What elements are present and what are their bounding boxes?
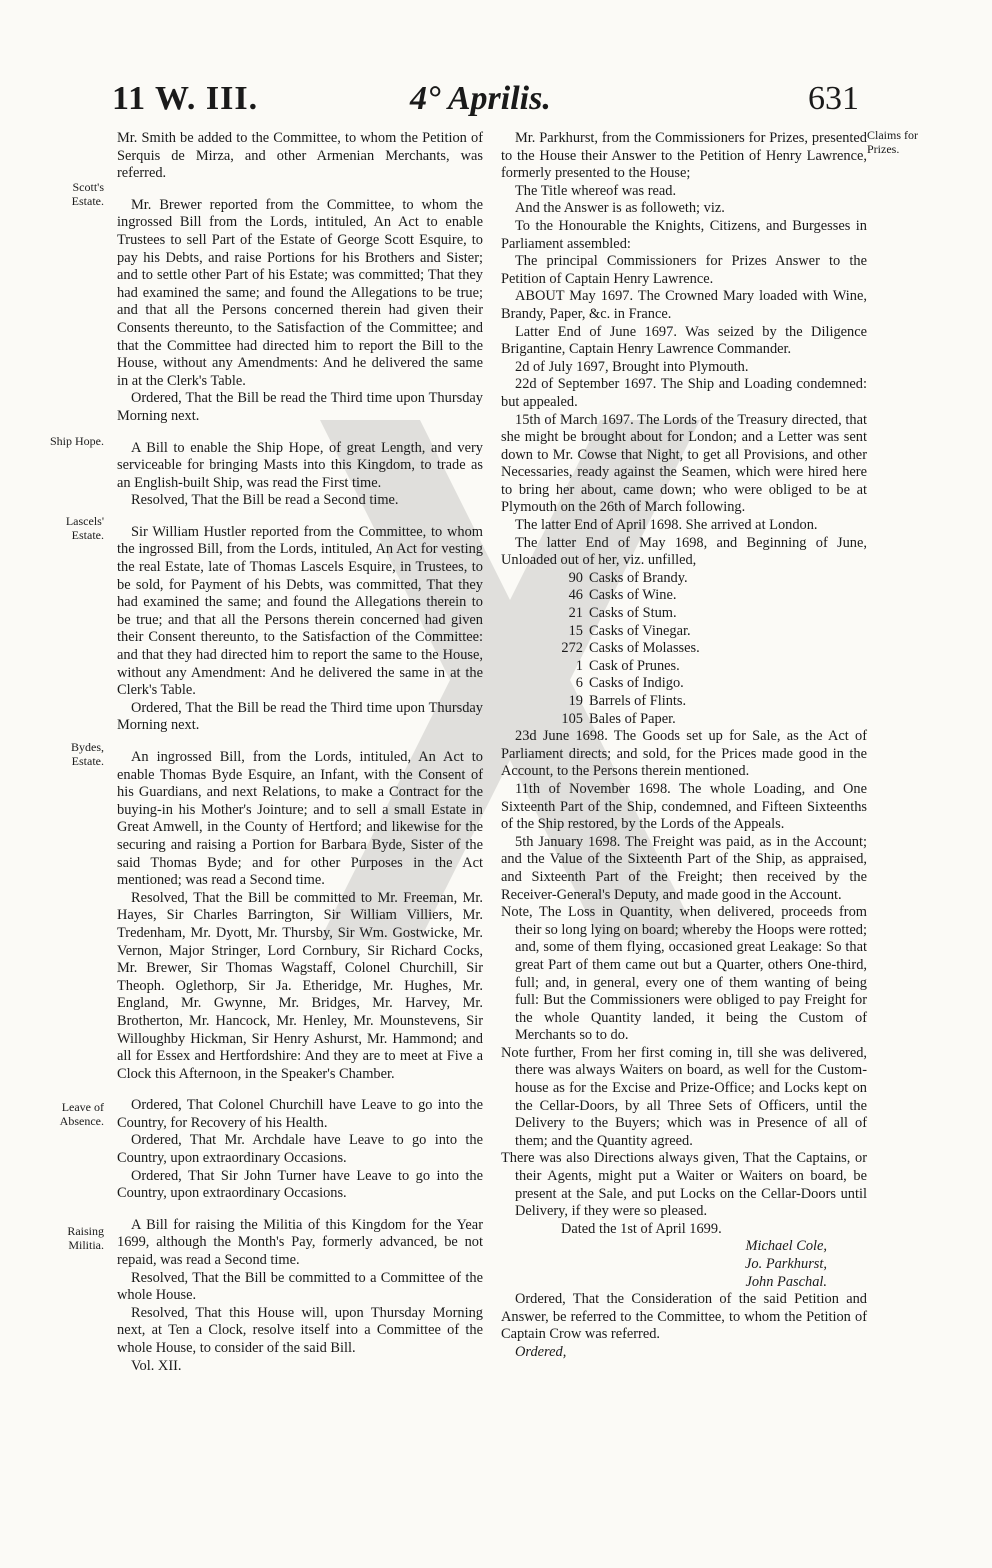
paragraph: 23d June 1698. The Goods set up for Sale, as the Act of Parliament directs; and sold, for the Prices made good in the Account, to the Persons therein mentioned. (501, 728, 867, 780)
paragraph: 11th of November 1698. The whole Loading, and One Sixteenth Part of the Ship, condemned, and Fifteen Sixteenths of the Ship restored, by the Lords of the Appeals. (501, 780, 867, 833)
list-item: 105 Bales of Paper. (561, 710, 676, 727)
page-number: 631 (808, 80, 859, 117)
paragraph: Sir William Hustler reported from the Committee, to whom the ingrossed Bill, from the Lords, intituled, An Act for vesting the real Estate, late of Thomas Lascels Esquire, in Trustees, to be sold, for Payment of his Debts, was committed, That they had examined the same; and found the Allegations therein to be true; and that all the Persons therein concerned had given their Consent thereunto, to the Satisfaction of the Committee: and that they had directed him to report the same to the House, without any Amendment: And he delivered the same in at the Clerk's Table. (117, 523, 483, 699)
list-item: 15 Casks of Vinegar. (568, 622, 691, 639)
paragraph: Ordered, That Colonel Churchill have Leave to go into the Country, for Recovery of his Health. (117, 1097, 483, 1131)
paragraph: 15th of March 1697. The Lords of the Treasury directed, that she might be brought about for London; and a Letter was sent down to Mr. Cowse that Night, to get all Provisions, and other Necessaries, ready against the Seamen, which were hired here to bring her about, came down; who were obliged to be at Plymouth on the 26th of March following. (501, 411, 867, 516)
margin-note-leave-of-absence: Leave of Absence. (59, 1100, 104, 1128)
margin-note-claims-for-prizes: Claims for Prizes. (867, 128, 918, 156)
cargo-list (501, 570, 867, 728)
left-column (117, 130, 483, 1375)
margin-note-ship-hope: Ship Hope. (50, 434, 104, 448)
paragraph: Mr. Smith be added to the Committee, to whom the Petition of Serquis de Mirza, and other Armenian Merchants, was referred. (117, 130, 483, 182)
volume-label: Vol. XII. (131, 1357, 182, 1374)
paragraph: Ordered, That Sir John Turner have Leave to go into the Country, upon extraordinary Occasions. (117, 1167, 483, 1202)
paragraph: Resolved, That the Bill be committed to a Committee of the whole House. (117, 1269, 483, 1304)
paragraph: ABOUT May 1697. The Crowned Mary loaded with Wine, Brandy, Paper, &c. in France. (501, 288, 867, 322)
paragraph: An ingrossed Bill, from the Lords, intituled, An Act to enable Thomas Byde Esquire, an Infant, with the Consent of his Guardians, and next Relations, to make a Contract for the buying-in his Mother's Jointure; and to sell a small Estate in Great Amwell, in the County of Hertford; and likewise for the securing and raising a Portion for Barbara Byde, Sister of the said Thomas Byde; and for other Purposes in the Act mentioned; was read a Second time. (117, 749, 483, 889)
paragraph: A Bill to enable the Ship Hope, of great Length, and very serviceable for bringing Masts into this Kingdom, to trade as an English-built Ship, was read the First time. (117, 439, 483, 491)
margin-note-lascels-estate: Lascels' Estate. (65, 514, 104, 542)
note-paragraph: There was also Directions always given, That the Captains, or their Agents, might put a Waiter or Waiters on board, be present at the Sale, and put Locks on the Cellar-Doors until Delivery, if they were so pleased. (501, 1150, 867, 1220)
paragraph: Ordered, That the Bill be read the Third time upon Thursday Morning next. (117, 699, 483, 734)
paragraph: The principal Commissioners for Prizes Answer to the Petition of Captain Henry Lawrence. (501, 253, 867, 287)
paragraph: 5th January 1698. The Freight was paid, as in the Account; and the Value of the Sixteenth Part of the Ship, as appraised, and Sixteenth Part of the Freight; then received by the Receiver-General's Deputy, and made good in the Account. (501, 833, 867, 903)
list-item: 272 Casks of Molasses. (561, 640, 700, 657)
paragraph: Latter End of June 1697. Was seized by the Diligence Brigantine, Captain Henry Lawrence Commander. (501, 323, 867, 358)
paragraph: Resolved, That the Bill be read a Second time. (131, 492, 399, 509)
paragraph: Ordered, That the Consideration of the said Petition and Answer, be referred to the Committee, to whom the Petition of Captain Crow was referred. (501, 1291, 867, 1343)
paragraph: To the Honourable the Knights, Citizens, and Burgesses in Parliament assembled: (501, 217, 867, 252)
note-paragraph: Note further, From her first coming in, till she was delivered, there was always Waiters on board, as well for the Custom-house as for the Excise and Prize-Office; and Locks kept on the Cellar-Doors, by all Three Sets of Officers, until the Delivery to the Buyers; which was in Presence of all of them; and the Quantity agreed. (501, 1044, 867, 1149)
list-item: 6 Casks of Indigo. (575, 675, 684, 692)
paragraph: 2d of July 1697, Brought into Plymouth. (515, 358, 749, 375)
paragraph: Ordered, That the Bill be read the Third time upon Thursday Morning next. (117, 390, 483, 424)
paragraph: Mr. Parkhurst, from the Commissioners for Prizes, presented to the House their Answer to the Petition of Henry Lawrence, formerly presented to the House; (501, 130, 867, 182)
signature: Michael Cole, (745, 1238, 827, 1255)
list-item: 1 Cask of Prunes. (575, 657, 680, 674)
list-item: 21 Casks of Stum. (568, 605, 677, 622)
list-item: 19 Barrels of Flints. (568, 693, 687, 709)
paragraph: A Bill for raising the Militia of this Kingdom for the Year 1699, although the Month's Pay, formerly advanced, be not repaid, was read a Second time. (117, 1216, 483, 1269)
paragraph: Resolved, That this House will, upon Thursday Morning next, at Ten a Clock, resolve itself into a Committee of the whole House, to consider of the said Bill. (117, 1304, 483, 1356)
paragraph: Resolved, That the Bill be committed to Mr. Freeman, Mr. Hayes, Sir Charles Barrington, Sir William Villiers, Mr. Tredenham, Mr. Dyott, Mr. Thursby, Sir Wm. Gostwicke, Mr. Vernon, Major Stringer, Lord Cornbury, Sir Richard Cocks, Mr. Brewer, Sir Thomas Wagstaff, Colonel Churchill, Sir Theoph. Oglethorp, Sir Ja. Etheridge, Mr. Hughes, Mr. England, Mr. Gwynne, Mr. Bridges, Mr. Harvey, Mr. Brotherton, Mr. Hancock, Mr. Henley, Mr. Mounstevens, Sir Willoughby Hickman, Sir Henry Ashurst, Mr. Hammond; and all for Essex and Hertfordshire: And they are to meet at Five a Clock this Afternoon, in the Speaker's Chamber. (117, 889, 483, 1082)
paragraph: Mr. Brewer reported from the Committee, to whom the ingrossed Bill from the Lords, intituled, An Act to enable Trustees to sell Part of the Estate of George Scott Esquire, to pay his Debts, and raise Portions for his Brothers and Sister; and to settle other Part of his Estate; was committed; That they had examined the same; and found the Allegations to be true; and that all the Persons concerned therein had given their Consents thereunto, to the Satisfaction of the Committee; and that the Committee had directed him to report the Bill to the House, without any Amendments: And he delivered the same in at the Clerk's Table. (117, 196, 483, 389)
header-date: 4° Aprilis. (410, 80, 551, 117)
header-regnal-year: 11 W. III. (112, 80, 259, 117)
paragraph: And the Answer is as followeth; viz. (515, 200, 725, 217)
margin-note-scotts-estate: Scott's Estate. (71, 180, 104, 208)
paragraph: 22d of September 1697. The Ship and Loading condemned: but appealed. (501, 376, 867, 410)
paragraph: The latter End of April 1698. She arrived at London. (515, 517, 818, 534)
signature-block (501, 1238, 867, 1291)
list-item: 90 Casks of Brandy. (568, 569, 688, 586)
note-paragraph: Note, The Loss in Quantity, when delivered, proceeds from their so long lying on board; whereby the Hoops were rotted; and, some of them flying, occasioned great Leakage: So that great Part of them came out but a Quarter, others One-third, full; and, in general, every one of them wanting of being full: But the Commissioners were obliged to pay Freight for the whole Quantity landed, it being the Custom of Merchants so to do. (501, 904, 867, 1044)
margin-note-bydes-estate: Bydes, Estate. (71, 740, 104, 768)
right-column (501, 130, 867, 1362)
dated-line: Dated the 1st of April 1699. (561, 1220, 722, 1237)
list-item: 46 Casks of Wine. (568, 587, 677, 604)
paragraph: The Title whereof was read. (515, 182, 677, 199)
catchword: Ordered, (515, 1343, 567, 1360)
signature: John Paschal. (745, 1273, 827, 1290)
signature: Jo. Parkhurst, (745, 1256, 827, 1272)
paragraph: Ordered, That Mr. Archdale have Leave to go into the Country, upon extraordinary Occasions. (117, 1132, 483, 1167)
margin-note-raising-militia: Raising Militia. (67, 1224, 104, 1252)
paragraph: The latter End of May 1698, and Beginning of June, Unloaded out of her, viz. unfilled, (501, 534, 867, 569)
